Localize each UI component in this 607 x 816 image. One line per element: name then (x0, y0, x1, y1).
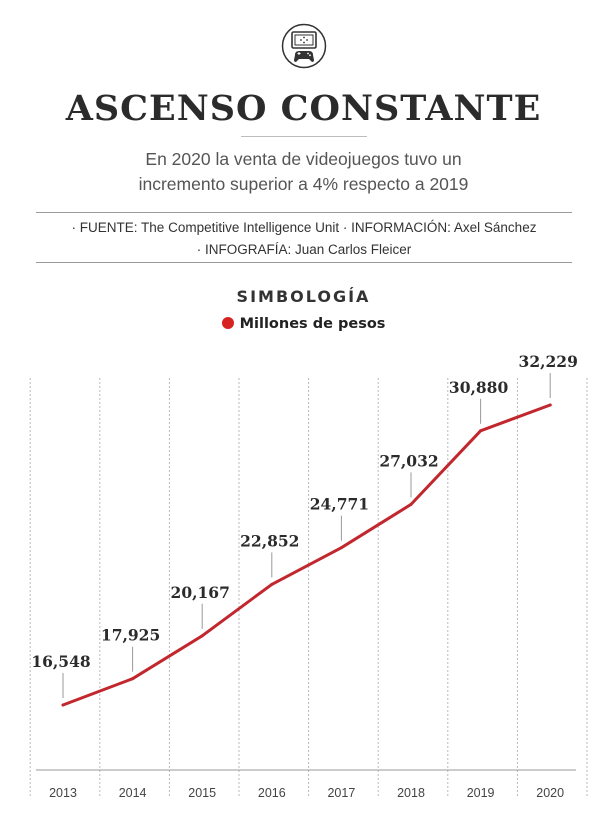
data-point (131, 677, 134, 680)
subtitle-line-2: incremento superior a 4% respecto a 2019 (138, 174, 469, 194)
videogame-controller-monitor-icon (281, 23, 327, 69)
x-tick-label: 2016 (257, 786, 286, 800)
data-label: 16,548 (31, 652, 91, 671)
credits-line-2: · INFOGRAFÍA: Juan Carlos Fleicer (196, 242, 412, 257)
x-tick-label: 2015 (188, 786, 217, 800)
x-tick-label: 2018 (397, 786, 425, 800)
data-label: 32,229 (518, 352, 578, 371)
data-point (62, 704, 65, 707)
data-point (479, 429, 482, 432)
legend-dot-icon (222, 317, 234, 329)
data-point (340, 546, 343, 549)
legend-title: SIMBOLOGÍA (236, 287, 371, 306)
data-label: 17,925 (100, 625, 161, 645)
title-divider (241, 136, 367, 137)
page-title: ASCENSO CONSTANTE (65, 88, 542, 129)
data-point (201, 634, 204, 637)
data-label: 20,167 (170, 582, 230, 602)
x-tick-label: 2017 (327, 786, 356, 800)
data-point (410, 503, 413, 506)
line-chart (0, 340, 607, 816)
credits-bottom-divider (36, 262, 572, 263)
subtitle-line-1: En 2020 la venta de videojuegos tuvo un (145, 149, 462, 169)
data-label: 27,032 (379, 451, 439, 471)
data-label: 24,771 (309, 494, 370, 514)
data-label: 22,852 (240, 531, 300, 551)
legend-series-label: Millones de pesos (239, 316, 386, 332)
data-point (270, 583, 273, 586)
credits (36, 217, 572, 261)
subtitle (0, 147, 607, 197)
credits-top-divider (36, 212, 572, 213)
x-tick-label: 2020 (536, 786, 565, 800)
data-label: 30,880 (448, 377, 509, 397)
series-line (63, 405, 550, 705)
data-point (549, 404, 552, 407)
legend (0, 316, 607, 332)
x-tick-label: 2014 (118, 786, 147, 800)
x-tick-label: 2013 (49, 786, 77, 800)
credits-line-1: · FUENTE: The Competitive Intelligence Unit · INFORMACIÓN: Axel Sánchez (71, 220, 537, 235)
x-tick-label: 2019 (466, 786, 495, 800)
